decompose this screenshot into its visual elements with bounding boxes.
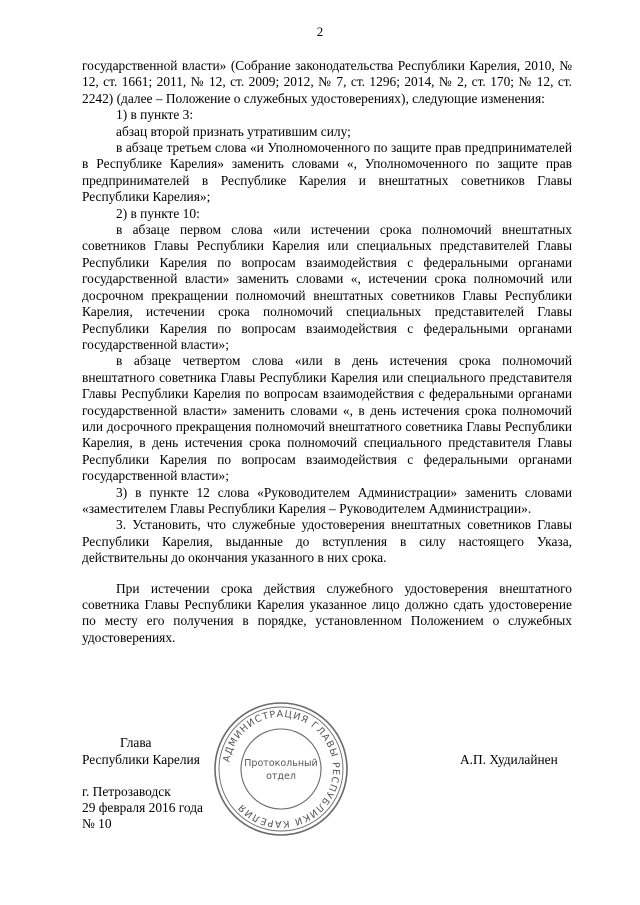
seal-inner-line-2: отдел [266, 771, 296, 782]
paragraph-2: 1) в пункте 3: [116, 107, 194, 123]
document-date: 29 февраля 2016 года [82, 800, 203, 815]
paragraph-6: в абзаце первом слова «или истечении срока полномочий внештатных советников Главы Республики Карелия или специальных представителей Главы Республики Карелия по вопросам взаимодействия с федеральными органами государственной власти» заменить словами «, истечении срока полномочий или досрочном прекращении полномочий внештатных советников Главы Республики Карелия, истечении срока полномочий специальных представителей Главы Республики Карелия по вопросам взаимодействия с федеральными органами государственной власти»; [82, 222, 572, 352]
document-city: г. Петрозаводск [82, 784, 171, 799]
paragraph-4: в абзаце третьем слова «и Уполномоченного по защите прав предпринимателей в Республике Карелия» заменить словами «, Уполномоченного по защите прав предпринимателей в Республике Карелия и внештатных советников Главы Республики Карелия»; [82, 140, 572, 205]
seal-ring-text: АДМИНИСТРАЦИЯ ГЛАВЫ РЕСПУБЛИКИ КАРЕЛИЯ [221, 708, 342, 830]
paragraph-7: в абзаце четвертом слова «или в день истечения срока полномочий внештатного советника Главы Республики Карелия или специального представителя Главы Республики Карелия по вопросам взаимодействия с федеральными органами государственной власти» заменить словами «, в день истечения срока полномочий или досрочного прекращения полномочий внештатного советника Главы Республики Карелия, в день истечения срока полномочий специального представителя Главы Республики Карелия по вопросам взаимодействия с федеральными органами государственной власти»; [82, 353, 572, 484]
signatory-region: Республики Карелия [82, 752, 200, 767]
seal-inner-line-1: Протокольный [244, 758, 318, 769]
paragraph-5: 2) в пункте 10: [116, 205, 200, 221]
paragraph-1: государственной власти» (Собрание законодательства Республики Карелия, 2010, № 12, ст. 1661; 2011, № 12, ст. 2009; 2012, № 7, ст. 1296; 2014, № 2, ст. 170; № 12, ст. 2242) (далее – Положение о служебных удостоверениях), следующие изменения: [82, 58, 572, 106]
signatory-name: А.П. Худилайнен [460, 752, 558, 767]
paragraph-8: 3) в пункте 12 слова «Руководителем Администрации» заменить словами «заместителем Главы Республики Карелия – Руководителем Администрации». [82, 484, 572, 516]
paragraph-3: абзац второй признать утратившим силу; [116, 123, 351, 139]
page-number: 2 [316, 24, 324, 39]
signatory-title: Глава [120, 735, 152, 750]
paragraph-10: При истечении срока действия служебного удостоверения внештатного советника Главы Республики Карелия указанное лицо должно сдать удостоверение по месту его получения в порядке, установленном Положением о служебных удостоверениях. [82, 580, 572, 645]
seal-stamp [206, 694, 356, 844]
document-number: № 10 [82, 816, 112, 831]
paragraph-9: 3. Установить, что служебные удостоверения внештатных советников Главы Республики Карелия, выданные до вступления в силу настоящего Указа, действительны до окончания указанного в них срока. [82, 517, 572, 566]
document-body [82, 58, 572, 646]
